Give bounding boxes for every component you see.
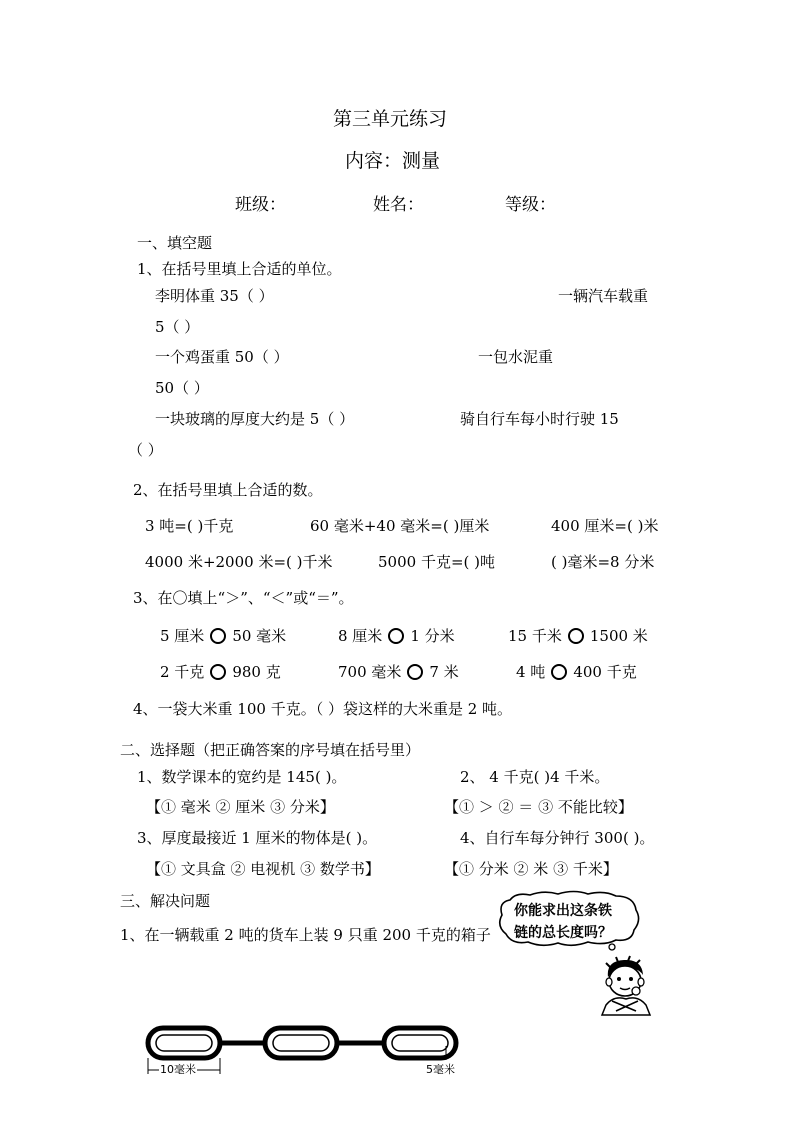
chain-width-label: 5毫米: [426, 1063, 455, 1076]
compare-item: 5 厘米 50 毫米: [160, 627, 287, 645]
conversion-3: 400 厘米=( )米: [551, 517, 659, 535]
question-1d: 一包水泥重: [478, 348, 554, 366]
question-1-prompt: 1、在括号里填上合适的单位。: [137, 260, 342, 278]
conversion-4: 4000 米+2000 米=( )千米: [145, 553, 333, 571]
compare-circle[interactable]: [407, 664, 423, 680]
section-heading-problems: 三、解决问题: [120, 892, 211, 910]
compare-circle[interactable]: [210, 628, 226, 644]
conversion-1: 3 吨=( )千克: [145, 517, 234, 535]
page-subtitle: 内容：测量: [345, 150, 441, 172]
question-1a: 李明体重 35（ ）: [155, 287, 274, 305]
name-label: 姓名：: [373, 195, 424, 215]
thought-bubble: [496, 890, 642, 952]
chain-length-label: 10毫米: [160, 1063, 196, 1076]
choice-q4: 4、自行车每分钟行 300( )。: [460, 829, 655, 847]
choice-q1-options: 【① 毫米 ② 厘米 ③ 分米】: [146, 798, 335, 816]
question-1f-answer: （ ）: [128, 441, 163, 459]
question-1d-answer: 50（ ）: [155, 379, 209, 397]
question-2-prompt: 2、在括号里填上合适的数。: [133, 481, 323, 499]
bubble-line-1: 你能求出这条铁: [514, 903, 612, 919]
compare-circle[interactable]: [388, 628, 404, 644]
class-label: 班级：: [235, 195, 286, 215]
choice-q3-options: 【① 文具盒 ② 电视机 ③ 数学书】: [146, 860, 380, 878]
section-heading-choice: 二、选择题（把正确答案的序号填在括号里）: [120, 741, 421, 759]
compare-circle[interactable]: [551, 664, 567, 680]
problem-1: 1、在一辆载重 2 吨的货车上装 9 只重 200 千克的箱子: [120, 926, 491, 944]
question-4: 4、一袋大米重 100 千克。（ ）袋这样的大米重是 2 吨。: [133, 700, 513, 718]
thinking-boy-illustration: [596, 955, 656, 1017]
compare-item: 700 毫米 7 米: [338, 663, 459, 681]
bubble-line-2: 链的总长度吗？: [514, 925, 612, 941]
choice-q2-options: 【① ＞ ② ＝ ③ 不能比较】: [444, 798, 633, 816]
compare-item: 8 厘米 1 分米: [338, 627, 455, 645]
compare-item: 15 千米 1500 米: [508, 627, 648, 645]
question-1b: 一辆汽车载重: [558, 287, 649, 305]
compare-item: 2 千克 980 克: [160, 663, 281, 681]
compare-circle[interactable]: [568, 628, 584, 644]
conversion-5: 5000 千克=( )吨: [378, 553, 495, 571]
page-title: 第三单元练习: [333, 108, 448, 130]
compare-item: 4 吨 400 千克: [516, 663, 637, 681]
choice-q4-options: 【① 分米 ② 米 ③ 千米】: [444, 860, 618, 878]
choice-q1: 1、数学课本的宽约是 145( )。: [137, 768, 347, 786]
choice-q3: 3、厚度最接近 1 厘米的物体是( )。: [137, 829, 378, 847]
section-heading-fill-blank: 一、填空题: [137, 234, 213, 252]
question-1c: 一个鸡蛋重 50（ ）: [155, 348, 289, 366]
compare-circle[interactable]: [210, 664, 226, 680]
conversion-6: ( )毫米=8 分米: [551, 553, 655, 571]
choice-q2: 2、 4 千克( )4 千米。: [460, 768, 610, 786]
question-1b-answer: 5（ ）: [155, 318, 200, 336]
question-1e: 一块玻璃的厚度大约是 5（ ）: [155, 410, 355, 428]
grade-label: 等级：: [505, 195, 556, 215]
question-1f: 骑自行车每小时行驶 15: [460, 410, 619, 428]
question-3-prompt: 3、在〇填上“＞”、“＜”或“＝”。: [133, 589, 354, 607]
conversion-2: 60 毫米+40 毫米=( )厘米: [310, 517, 490, 535]
